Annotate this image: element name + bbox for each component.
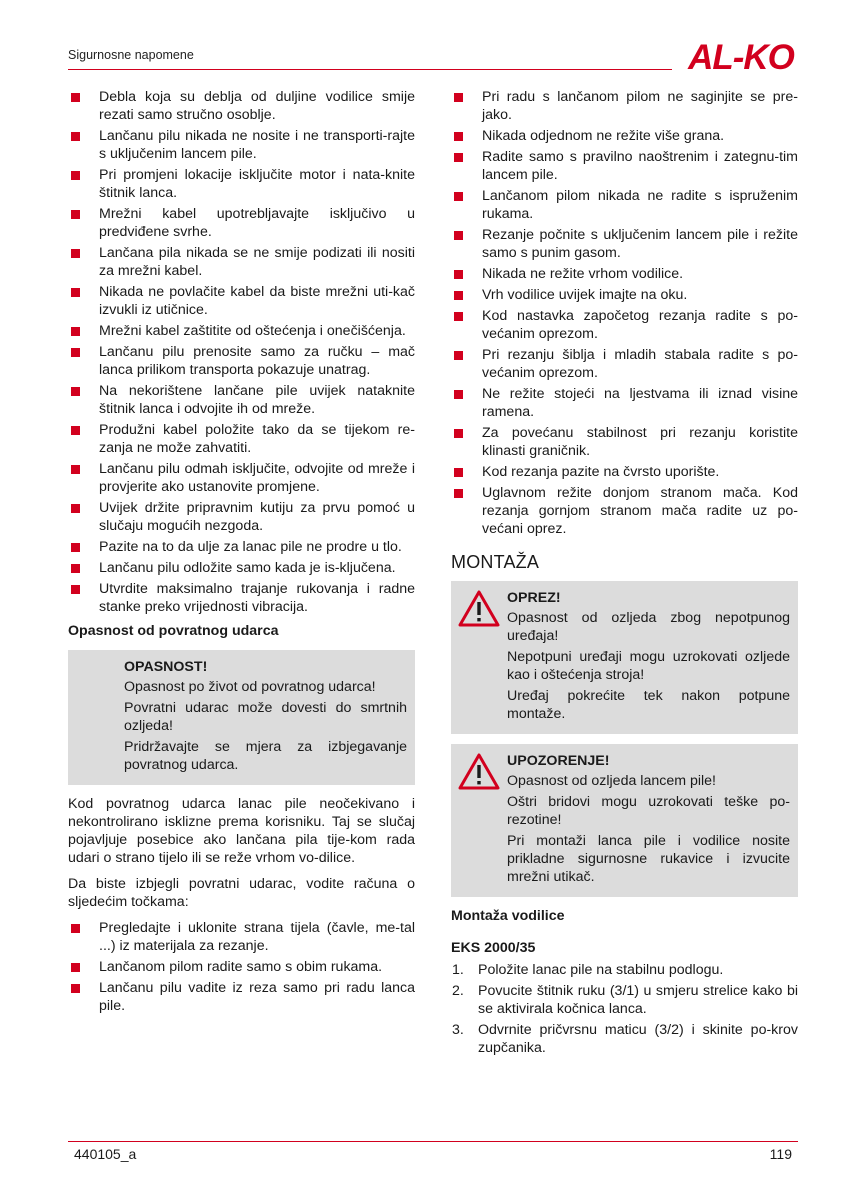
kickback-paragraph: Kod povratnog udarca lanac pile neočekivano i nekontrolirano isklizne prema korisniku. Taj se slučaj pojavljuje posebice ako lančana pila tije-kom rada udari o strano tijelo ili se reže vrhom vo-dilice. — [68, 796, 415, 866]
warning-line: Opasnost od ozljeda lancem pile! — [507, 773, 716, 789]
bullet-text: Lančanu pilu odmah isključite, odvojite od mreže i provjerite ako ustanovite promjene. — [99, 461, 415, 495]
bullet-text: Produžni kabel položite tako da se tijekom re-zanja ne može zahvatiti. — [99, 422, 415, 456]
danger-line: Povratni udarac može dovesti do smrtnih ozljeda! — [124, 700, 407, 734]
bullet-item — [68, 382, 415, 418]
bullet-square-icon — [454, 93, 463, 102]
bullet-text: Mrežni kabel upotrebljavajte isključivo u predviđene svrhe. — [99, 206, 415, 240]
bullet-text: Lančanu pilu nikada ne nosite i ne transporti-rajte s uključenim lancem pile. — [99, 128, 415, 162]
step-number: 2. — [452, 983, 464, 999]
bullet-text: Lančanu pilu odložite samo kada je is-ključena. — [99, 560, 396, 576]
bullet-item — [451, 187, 798, 223]
bullet-text: Uglavnom režite donjom stranom mača. Kod rezanja gornjom stranom mača radite uz po-većani oprez. — [482, 485, 798, 537]
bullet-square-icon — [454, 192, 463, 201]
caution-title: OPREZ! — [507, 590, 561, 606]
bullet-text: Ne režite stojeći na ljestvama ili iznad visine ramena. — [482, 386, 798, 420]
bullet-text: Na nekorištene lančane pile uvijek nataknite štitnik lanca i odvojite ih od mreže. — [99, 383, 415, 417]
svg-text:AL-KO: AL-KO — [688, 40, 794, 74]
bullet-item — [451, 307, 798, 343]
bullet-text: Lančanu pilu vadite iz reza samo pri radu lanca pile. — [99, 980, 415, 1014]
bullet-square-icon — [454, 153, 463, 162]
bullet-item — [68, 580, 415, 616]
bullet-square-icon — [71, 93, 80, 102]
guide-assembly-heading: Montaža vodilice — [451, 908, 565, 924]
bullet-text: Pregledajte i uklonite strana tijela (čavle, me-tal ...) iz materijala za rezanje. — [99, 920, 415, 954]
bullet-square-icon — [71, 348, 80, 357]
bullet-square-icon — [454, 390, 463, 399]
danger-line: Pridržavajte se mjera za izbjegavanje povratnog udarca. — [124, 739, 407, 773]
bullet-item — [451, 346, 798, 382]
bullet-text: Kod rezanja pazite na čvrsto uporište. — [482, 464, 720, 480]
bullet-square-icon — [454, 132, 463, 141]
bullet-square-icon — [71, 504, 80, 513]
bullet-square-icon — [454, 312, 463, 321]
danger-box — [68, 650, 415, 785]
safety-list-left — [68, 88, 415, 616]
danger-title: OPASNOST! — [124, 659, 208, 675]
bullet-square-icon — [454, 231, 463, 240]
header-rule — [68, 69, 672, 70]
bullet-square-icon — [454, 291, 463, 300]
bullet-item — [68, 460, 415, 496]
bullet-text: Rezanje počnite s uključenim lancem pile i režite samo s punim gasom. — [482, 227, 798, 261]
left-column — [68, 88, 415, 1018]
bullet-item — [451, 385, 798, 421]
bullet-square-icon — [71, 210, 80, 219]
step-number: 1. — [452, 962, 464, 978]
bullet-text: Nikada ne režite vrhom vodilice. — [482, 266, 684, 282]
bullet-square-icon — [71, 288, 80, 297]
warning-triangle-icon — [457, 752, 501, 792]
bullet-item — [451, 424, 798, 460]
assembly-step — [451, 982, 798, 1018]
bullet-item — [68, 244, 415, 280]
bullet-text: Lančanom pilom radite samo s obim rukama. — [99, 959, 383, 975]
bullet-item — [68, 499, 415, 535]
bullet-text: Pri rezanju šiblja i mladih stabala radite s po-većanim oprezom. — [482, 347, 798, 381]
bullet-square-icon — [454, 468, 463, 477]
bullet-text: Mrežni kabel zaštitite od oštećenja i onečišćenja. — [99, 323, 406, 339]
safety-list-right — [451, 88, 798, 538]
model-heading: EKS 2000/35 — [451, 940, 536, 956]
bullet-item — [451, 463, 798, 481]
bullet-item — [68, 538, 415, 556]
step-text: Položite lanac pile na stabilnu podlogu. — [478, 962, 724, 978]
montaza-section-title: MONTAŽA — [451, 552, 540, 572]
page-number: 119 — [769, 1146, 792, 1162]
bullet-item — [451, 148, 798, 184]
bullet-item — [451, 484, 798, 538]
assembly-step — [451, 1021, 798, 1057]
bullet-text: Lančana pila nikada se ne smije podizati ili nositi za mrežni kabel. — [99, 245, 415, 279]
bullet-item — [68, 322, 415, 340]
step-text: Povucite štitnik ruku (3/1) u smjeru strelice kako bi se aktivirala kočnica lanca. — [478, 983, 798, 1017]
bullet-item — [68, 283, 415, 319]
bullet-square-icon — [71, 465, 80, 474]
bullet-item — [451, 226, 798, 262]
bullet-square-icon — [71, 963, 80, 972]
warning-box — [451, 744, 798, 897]
bullet-item — [451, 88, 798, 124]
bullet-square-icon — [454, 489, 463, 498]
kickback-avoid-paragraph: Da biste izbjegli povratni udarac, vodite računa o sljedećim točkama: — [68, 876, 415, 910]
step-number: 3. — [452, 1022, 464, 1038]
bullet-text: Za povećanu stabilnost pri rezanju koristite klinasti graničnik. — [482, 425, 798, 459]
bullet-text: Nikada ne povlačite kabel da biste mrežni uti-kač izvukli iz utičnice. — [99, 284, 415, 318]
assembly-step — [451, 961, 798, 979]
right-column — [451, 88, 798, 1060]
bullet-text: Nikada odjednom ne režite više grana. — [482, 128, 725, 144]
caution-line: Nepotpuni uređaji mogu uzrokovati ozljede kao i oštećenja stroja! — [507, 649, 790, 683]
caution-line: Uređaj pokrećite tek nakon potpune montaže. — [507, 688, 790, 722]
bullet-item — [451, 286, 798, 304]
bullet-text: Uvijek držite pripravnim kutiju za prvu pomoć u slučaju mogućih nezgoda. — [99, 500, 415, 534]
bullet-square-icon — [71, 564, 80, 573]
alko-logo — [681, 40, 801, 74]
kickback-heading: Opasnost od povratnog udarca — [68, 623, 279, 639]
page-header-title: Sigurnosne napomene — [68, 48, 194, 62]
bullet-text: Pri radu s lančanom pilom ne saginjite se pre-jako. — [482, 89, 798, 123]
bullet-item — [68, 205, 415, 241]
bullet-item — [68, 919, 415, 955]
assembly-steps — [451, 961, 798, 1057]
warning-title: UPOZORENJE! — [507, 753, 610, 769]
bullet-square-icon — [71, 426, 80, 435]
document-code: 440105_a — [74, 1146, 137, 1162]
bullet-square-icon — [454, 351, 463, 360]
warning-triangle-icon — [457, 589, 501, 629]
bullet-item — [68, 559, 415, 577]
bullet-square-icon — [71, 171, 80, 180]
bullet-square-icon — [71, 249, 80, 258]
bullet-item — [68, 421, 415, 457]
footer-rule — [68, 1141, 798, 1142]
bullet-item — [68, 958, 415, 976]
warning-line: Pri montaži lanca pile i vodilice nosite prikladne sigurnosne rukavice i izvucite mrežni utikač. — [507, 833, 790, 885]
bullet-item — [68, 88, 415, 124]
bullet-square-icon — [71, 585, 80, 594]
bullet-item — [68, 343, 415, 379]
bullet-square-icon — [71, 984, 80, 993]
bullet-item — [68, 166, 415, 202]
bullet-text: Vrh vodilice uvijek imajte na oku. — [482, 287, 688, 303]
bullet-square-icon — [71, 924, 80, 933]
bullet-square-icon — [71, 387, 80, 396]
bullet-item — [451, 127, 798, 145]
bullet-item — [68, 979, 415, 1015]
bullet-text: Lančanom pilom nikada ne radite s ispruženim rukama. — [482, 188, 798, 222]
bullet-text: Kod nastavka započetog rezanja radite s po-većanim oprezom. — [482, 308, 798, 342]
bullet-square-icon — [71, 543, 80, 552]
bullet-square-icon — [71, 132, 80, 141]
kickback-list — [68, 919, 415, 1015]
bullet-text: Pri promjeni lokacije isključite motor i nata-knite štitnik lanca. — [99, 167, 415, 201]
bullet-square-icon — [454, 270, 463, 279]
bullet-text: Pazite na to da ulje za lanac pile ne prodre u tlo. — [99, 539, 402, 555]
danger-line: Opasnost po život od povratnog udarca! — [124, 679, 376, 695]
bullet-text: Utvrdite maksimalno trajanje rukovanja i radne stanke preko vrijednosti vibracija. — [99, 581, 415, 615]
caution-line: Opasnost od ozljeda zbog nepotpunog uređaja! — [507, 610, 790, 644]
bullet-item — [451, 265, 798, 283]
bullet-square-icon — [71, 327, 80, 336]
warning-line: Oštri bridovi mogu uzrokovati teške po-rezotine! — [507, 794, 790, 828]
bullet-text: Radite samo s pravilno naoštrenim i zategnu-tim lancem pile. — [482, 149, 798, 183]
bullet-square-icon — [454, 429, 463, 438]
bullet-item — [68, 127, 415, 163]
step-text: Odvrnite pričvrsnu maticu (3/2) i skinite po-krov zupčanika. — [478, 1022, 798, 1056]
bullet-text: Debla koja su deblja od duljine vodilice smije rezati samo stručno osoblje. — [99, 89, 415, 123]
bullet-text: Lančanu pilu prenosite samo za ručku – mač lanca prilikom transporta pokazuje unatrag. — [99, 344, 415, 378]
caution-box — [451, 581, 798, 734]
